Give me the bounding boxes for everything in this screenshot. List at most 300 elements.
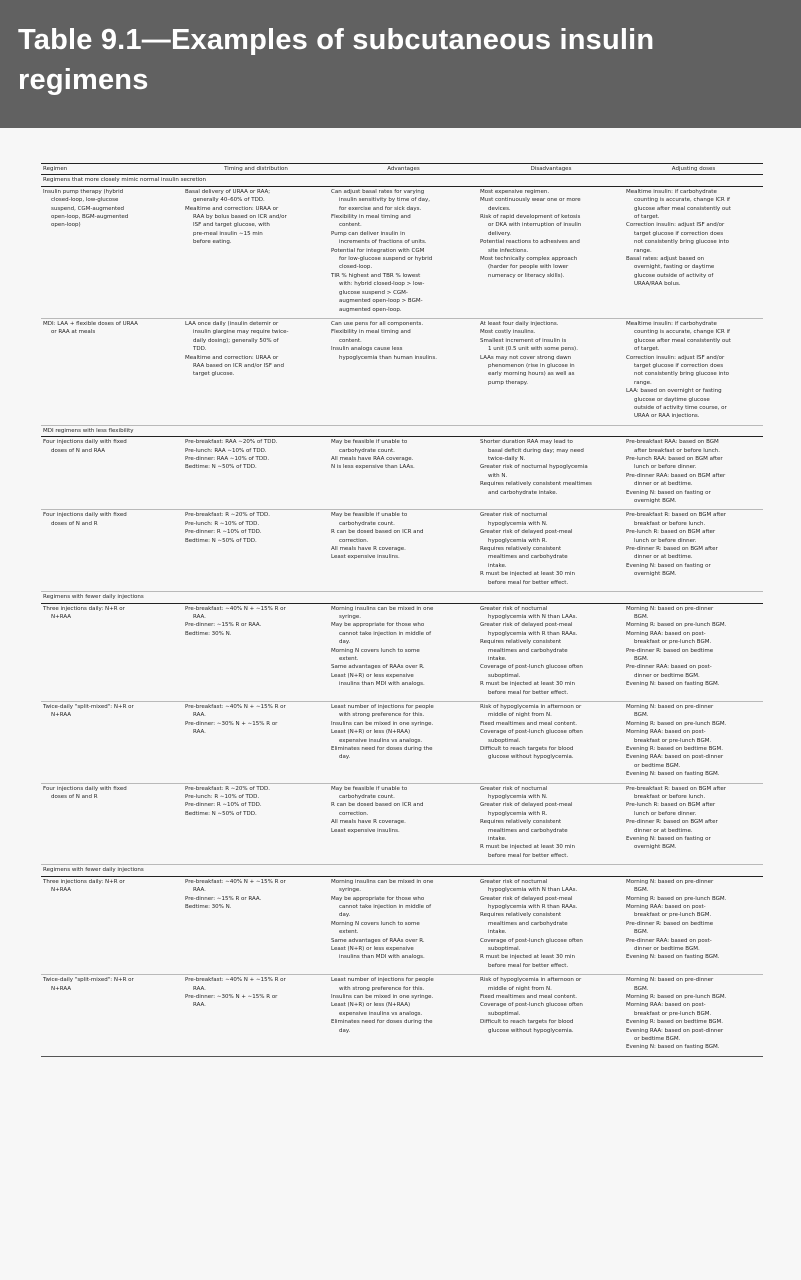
cell-line: Pre-dinner: R ∼10% of TDD. bbox=[185, 529, 262, 536]
cell-timing bbox=[183, 437, 329, 510]
cell-line: Insulins can be mixed in one syringe. bbox=[331, 720, 434, 727]
cell-line: Flexibility in meal timing and bbox=[331, 214, 411, 221]
cell-line: glucose after meal consistently out bbox=[634, 337, 731, 344]
cell-line: intake. bbox=[488, 836, 507, 843]
cell-line: generally 40–60% of TDD. bbox=[193, 197, 265, 204]
cell-line: range. bbox=[634, 379, 652, 386]
cell-line: Bedtime: N ∼50% of TDD. bbox=[185, 464, 257, 471]
cell-line: lunch or before dinner. bbox=[634, 537, 697, 544]
cell-line: breakfast or pre-lunch BGM. bbox=[634, 912, 712, 919]
cell-line: glucose suspend > CGM- bbox=[339, 289, 408, 296]
cell-line: Evening N: based on fasting BGM. bbox=[626, 681, 720, 688]
cell-line: target glucose if correction does bbox=[634, 362, 724, 369]
cell-line: dinner or bedtime BGM. bbox=[634, 672, 700, 679]
cell-line: Least number of injections for people bbox=[331, 977, 434, 984]
cell-line: lunch or before dinner. bbox=[634, 810, 697, 817]
cell-line: Least expensive insulins. bbox=[331, 827, 400, 834]
cell-line: open-loop, BGM-augmented bbox=[51, 214, 129, 221]
cell-line: Evening R: based on bedtime BGM. bbox=[626, 1019, 724, 1026]
cell-line: with strong preference for this. bbox=[339, 985, 425, 992]
cell-line: N+RAA bbox=[51, 712, 71, 719]
cell-disadvantages bbox=[478, 975, 624, 1057]
cell-line: day. bbox=[339, 1027, 351, 1034]
cell-line: Pre-dinner: RAA ∼10% of TDD. bbox=[185, 456, 270, 462]
cell-line: Pre-dinner R: based on BGM after bbox=[626, 819, 718, 826]
cell-timing bbox=[183, 186, 329, 318]
cell-line: intake. bbox=[488, 655, 507, 662]
table-row bbox=[41, 701, 763, 783]
cell-regimen bbox=[41, 701, 183, 783]
cell-disadvantages bbox=[478, 437, 624, 510]
cell-line: Evening RAA: based on post-dinner bbox=[626, 1027, 724, 1034]
cell-timing bbox=[183, 603, 329, 701]
cell-line: doses of N and R bbox=[51, 520, 98, 527]
cell-line: Risk of hypoglycemia in afternoon or bbox=[480, 703, 582, 710]
cell-line: day. bbox=[339, 912, 351, 919]
cell-line: Morning RAA: based on post- bbox=[626, 1002, 706, 1009]
cell-line: Mealtime and correction: URAA or bbox=[185, 205, 279, 212]
cell-line: Pre-breakfast: ∼40% N + ∼15% R or bbox=[185, 605, 286, 612]
cell-line: hypoglycemia with R. bbox=[488, 537, 548, 544]
cell-line: Morning N covers lunch to some bbox=[331, 647, 420, 654]
table-row bbox=[41, 975, 763, 1057]
cell-line: glucose after meal consistently out bbox=[634, 205, 731, 212]
cell-line: dinner or at bedtime. bbox=[634, 554, 693, 561]
cell-line: BGM. bbox=[634, 613, 649, 620]
cell-adjusting bbox=[624, 876, 763, 974]
cell-line: Risk of hypoglycemia in afternoon or bbox=[480, 977, 582, 984]
cell-line: Pre-dinner R: based on bedtime bbox=[626, 647, 714, 654]
cell-line: Greater risk of nocturnal hypoglycemia bbox=[480, 464, 588, 471]
cell-line: extent. bbox=[339, 655, 359, 662]
cell-line: correction. bbox=[339, 810, 369, 817]
cell-regimen bbox=[41, 318, 183, 425]
cell-advantages bbox=[329, 876, 478, 974]
cell-advantages bbox=[329, 701, 478, 783]
cell-line: Mealtime insulin: if carbohydrate bbox=[626, 188, 717, 195]
cell-line: Insulin pump therapy (hybrid bbox=[43, 188, 124, 195]
cell-regimen bbox=[41, 975, 183, 1057]
cell-line: Potential for integration with CGM bbox=[331, 247, 425, 254]
cell-line: Pre-breakfast: ∼40% N + ∼15% R or bbox=[185, 703, 286, 710]
cell-line: Greater risk of delayed post-meal bbox=[480, 895, 573, 902]
cell-line: Pre-dinner R: based on bedtime bbox=[626, 920, 714, 927]
cell-adjusting bbox=[624, 975, 763, 1057]
cell-line: overnight BGM. bbox=[634, 498, 677, 505]
cell-line: overnight, fasting or daytime bbox=[634, 264, 715, 271]
cell-disadvantages bbox=[478, 783, 624, 865]
cell-line: hypoglycemia than human insulins. bbox=[339, 354, 437, 361]
cell-line: Same advantages of RAAs over R. bbox=[331, 937, 425, 944]
cell-line: Coverage of post-lunch glucose often bbox=[480, 664, 583, 671]
cell-line: before meal for better effect. bbox=[488, 579, 569, 586]
cell-line: hypoglycemia with N. bbox=[488, 794, 548, 801]
cell-line: of target. bbox=[634, 346, 660, 353]
cell-disadvantages bbox=[478, 510, 624, 592]
cell-line: Eliminates need for doses during the bbox=[331, 746, 433, 752]
cell-line: suboptimal. bbox=[488, 737, 521, 744]
cell-line: Fixed mealtimes and meal content. bbox=[480, 720, 577, 727]
cell-line: open-loop) bbox=[51, 222, 81, 229]
section-row bbox=[41, 592, 763, 603]
cell-line: Pre-dinner: ∼15% R or RAA. bbox=[185, 622, 262, 629]
cell-line: dinner or at bedtime. bbox=[634, 827, 693, 834]
cell-line: and carbohydrate intake. bbox=[488, 489, 558, 496]
cell-line: Least (N+R) or less (N+RAA) bbox=[331, 729, 411, 736]
cell-advantages bbox=[329, 783, 478, 865]
cell-line: correction. bbox=[339, 537, 369, 544]
cell-line: Requires relatively consistent mealtimes bbox=[480, 481, 592, 488]
cell-line: Pump can deliver insulin in bbox=[331, 230, 406, 237]
cell-line: Twice-daily "split-mixed": N+R or bbox=[43, 977, 134, 984]
cell-line: or DKA with interruption of insulin bbox=[488, 222, 582, 229]
cell-line: hypoglycemia with R. bbox=[488, 810, 548, 817]
cell-advantages bbox=[329, 437, 478, 510]
cell-line: Bedtime: N ∼50% of TDD. bbox=[185, 537, 257, 544]
cell-line: or bedtime BGM. bbox=[634, 762, 681, 769]
cell-line: increments of fractions of units. bbox=[339, 239, 427, 246]
cell-line: or bedtime BGM. bbox=[634, 1036, 681, 1042]
cell-advantages bbox=[329, 510, 478, 592]
cell-line: URAA or RAA injections. bbox=[634, 413, 700, 420]
cell-line: augmented open-loop. bbox=[339, 306, 402, 313]
cell-line: Evening N: based on fasting or bbox=[626, 489, 711, 496]
cell-line: cannot take injection in middle of bbox=[339, 630, 432, 637]
cell-regimen bbox=[41, 186, 183, 318]
cell-line: R must be injected at least 30 min bbox=[480, 681, 575, 688]
cell-line: Three injections daily: N+R or bbox=[43, 605, 125, 612]
cell-line: Fixed mealtimes and meal content. bbox=[480, 993, 577, 1000]
cell-timing bbox=[183, 783, 329, 865]
cell-regimen bbox=[41, 603, 183, 701]
cell-line: (harder for people with lower bbox=[488, 264, 569, 271]
cell-line: May be feasible if unable to bbox=[331, 512, 408, 519]
cell-advantages bbox=[329, 603, 478, 701]
cell-line: hypoglycemia with N than LAAs. bbox=[488, 887, 578, 894]
cell-line: Morning R: based on pre-lunch BGM. bbox=[626, 720, 727, 727]
cell-line: Coverage of post-lunch glucose often bbox=[480, 937, 583, 944]
cell-line: Least (N+R) or less (N+RAA) bbox=[331, 1002, 411, 1009]
cell-line: All meals have R coverage. bbox=[331, 819, 406, 826]
cell-regimen bbox=[41, 783, 183, 865]
cell-line: 1 unit (0.5 unit with some pens). bbox=[488, 346, 578, 353]
table-header-row bbox=[41, 164, 763, 175]
cell-line: Requires relatively consistent bbox=[480, 819, 562, 826]
cell-line: expensive insulins vs analogs. bbox=[339, 737, 423, 744]
table-row bbox=[41, 510, 763, 592]
cell-line: with strong preference for this. bbox=[339, 712, 425, 719]
cell-line: All meals have R coverage. bbox=[331, 546, 406, 553]
cell-line: suspend, CGM-augmented bbox=[51, 205, 125, 212]
cell-line: Three injections daily: N+R or bbox=[43, 878, 125, 885]
cell-line: Most technically complex approach bbox=[480, 256, 578, 263]
cell-line: carbohydrate count. bbox=[339, 794, 395, 801]
cell-line: Pre-dinner: ∼30% N + ∼15% R or bbox=[185, 993, 278, 1000]
cell-line: URAA/RAA bolus. bbox=[634, 281, 681, 288]
cell-line: breakfast or before lunch. bbox=[634, 520, 706, 527]
cell-line: Greater risk of delayed post-meal bbox=[480, 529, 573, 536]
table-row bbox=[41, 603, 763, 701]
cell-line: Greater risk of delayed post-meal bbox=[480, 622, 573, 629]
cell-line: TDD. bbox=[193, 346, 207, 353]
cell-line: Potential reactions to adhesives and bbox=[480, 239, 580, 246]
table-row bbox=[41, 186, 763, 318]
cell-line: dinner or at bedtime. bbox=[634, 481, 693, 488]
cell-line: Can adjust basal rates for varying bbox=[331, 188, 425, 195]
cell-line: Pre-breakfast: RAA ∼20% of TDD. bbox=[185, 439, 278, 446]
cell-line: counting is accurate, change ICR if bbox=[634, 329, 730, 336]
cell-line: Morning N: based on pre-dinner bbox=[626, 605, 714, 612]
cell-line: Morning R: based on pre-lunch BGM. bbox=[626, 622, 727, 629]
cell-line: suboptimal. bbox=[488, 672, 521, 679]
cell-line: hypoglycemia with N than LAAs. bbox=[488, 613, 578, 620]
cell-line: glucose or daytime glucose bbox=[634, 396, 710, 403]
cell-line: Flexibility in meal timing and bbox=[331, 329, 411, 336]
cell-line: May be appropriate for those who bbox=[331, 622, 425, 629]
cell-line: Evening N: based on fasting BGM. bbox=[626, 954, 720, 961]
cell-line: Pre-breakfast RAA: based on BGM bbox=[626, 439, 719, 446]
cell-line: overnight BGM. bbox=[634, 844, 677, 851]
cell-line: insulin sensitivity by time of day, bbox=[339, 197, 430, 204]
cell-line: N+RAA bbox=[51, 613, 71, 620]
cell-line: Pre-breakfast R: based on BGM after bbox=[626, 785, 727, 792]
cell-line: Four injections daily with fixed bbox=[43, 439, 127, 446]
cell-line: ISF and target glucose, with bbox=[193, 222, 270, 229]
cell-line: Greater risk of nocturnal bbox=[480, 785, 548, 792]
cell-line: Morning N covers lunch to some bbox=[331, 920, 420, 927]
cell-line: R can be dosed based on ICR and bbox=[331, 802, 424, 809]
cell-line: Evening N: based on fasting BGM. bbox=[626, 771, 720, 778]
cell-line: BGM. bbox=[634, 712, 649, 719]
cell-line: BGM. bbox=[634, 985, 649, 992]
section-row bbox=[41, 865, 763, 876]
cell-adjusting bbox=[624, 603, 763, 701]
cell-line: Pre-dinner RAA: based on BGM after bbox=[626, 472, 726, 479]
cell-line: RAA based on ICR and/or ISF and bbox=[193, 362, 284, 369]
cell-line: intake. bbox=[488, 562, 507, 569]
header-adjusting-doses: Adjusting doses bbox=[624, 164, 763, 175]
cell-line: Bedtime: 30% N. bbox=[185, 903, 232, 910]
cell-adjusting bbox=[624, 783, 763, 865]
cell-line: RAA. bbox=[193, 887, 206, 894]
cell-line: RAA. bbox=[193, 985, 206, 992]
cell-adjusting bbox=[624, 437, 763, 510]
cell-line: augmented open-loop > BGM- bbox=[339, 298, 423, 305]
cell-line: Pre-dinner RAA: based on post- bbox=[626, 664, 712, 671]
cell-line: lunch or before dinner. bbox=[634, 464, 697, 471]
cell-line: Pre-dinner: ∼15% R or RAA. bbox=[185, 895, 262, 902]
cell-line: Greater risk of nocturnal bbox=[480, 512, 548, 519]
cell-line: cannot take injection in middle of bbox=[339, 903, 432, 910]
cell-line: LAA once daily (insulin detemir or bbox=[185, 320, 279, 327]
cell-disadvantages bbox=[478, 701, 624, 783]
cell-line: Pre-dinner RAA: based on post- bbox=[626, 937, 712, 944]
table-body bbox=[41, 175, 763, 1056]
cell-line: dinner or bedtime BGM. bbox=[634, 945, 700, 952]
cell-line: daily dosing); generally 50% of bbox=[193, 337, 279, 344]
cell-line: Pre-lunch: R ∼10% of TDD. bbox=[185, 520, 260, 527]
cell-line: Pre-lunch: RAA ∼10% of TDD. bbox=[185, 447, 267, 454]
header-regimen: Regimen bbox=[41, 164, 183, 175]
cell-line: RAA. bbox=[193, 729, 206, 736]
cell-line: Coverage of post-lunch glucose often bbox=[480, 1002, 583, 1009]
cell-line: Requires relatively consistent bbox=[480, 546, 562, 553]
table-row bbox=[41, 876, 763, 974]
cell-line: day. bbox=[339, 639, 351, 646]
cell-timing bbox=[183, 701, 329, 783]
cell-line: Morning N: based on pre-dinner bbox=[626, 878, 714, 885]
cell-adjusting bbox=[624, 510, 763, 592]
cell-line: Pre-breakfast: ∼40% N + ∼15% R or bbox=[185, 878, 286, 885]
cell-line: RAA. bbox=[193, 613, 206, 620]
header-timing-distribution: Timing and distribution bbox=[183, 164, 329, 175]
cell-line: Greater risk of nocturnal bbox=[480, 878, 548, 885]
cell-line: day. bbox=[339, 754, 351, 761]
section-label: Regimens that more closely mimic normal insulin secretion bbox=[41, 175, 763, 186]
cell-line: Morning N: based on pre-dinner bbox=[626, 703, 714, 710]
cell-line: Pre-dinner R: based on BGM after bbox=[626, 546, 718, 553]
cell-line: after breakfast or before lunch. bbox=[634, 447, 720, 454]
cell-line: Evening N: based on fasting or bbox=[626, 836, 711, 843]
cell-line: extent. bbox=[339, 929, 359, 936]
cell-line: doses of N and RAA bbox=[51, 447, 106, 454]
cell-line: Morning RAA: based on post- bbox=[626, 903, 706, 910]
cell-line: breakfast or pre-lunch BGM. bbox=[634, 737, 712, 744]
cell-line: Shorter duration RAA may lead to bbox=[480, 439, 573, 446]
cell-line: insulin glargine may require twice- bbox=[193, 329, 289, 336]
cell-line: overnight BGM. bbox=[634, 571, 677, 578]
cell-line: content. bbox=[339, 337, 362, 344]
cell-line: Evening RAA: based on post-dinner bbox=[626, 754, 724, 761]
cell-line: counting is accurate, change ICR if bbox=[634, 197, 730, 204]
cell-line: Pre-breakfast: R ∼20% of TDD. bbox=[185, 512, 271, 519]
cell-line: intake. bbox=[488, 929, 507, 936]
cell-line: Correction insulin: adjust ISF and/or bbox=[626, 354, 725, 361]
cell-line: mealtimes and carbohydrate bbox=[488, 920, 568, 927]
cell-line: Least (N+R) or less expensive bbox=[331, 672, 414, 679]
cell-line: insulins than MDI with analogs. bbox=[339, 954, 425, 961]
cell-line: RAA by bolus based on ICR and/or bbox=[193, 214, 287, 221]
cell-line: BGM. bbox=[634, 655, 649, 662]
cell-line: May be feasible if unable to bbox=[331, 785, 408, 792]
section-label: Regimens with fewer daily injections bbox=[41, 865, 763, 876]
cell-line: Can use pens for all components. bbox=[331, 320, 424, 327]
cell-line: N is less expensive than LAAs. bbox=[331, 464, 415, 471]
header-disadvantages: Disadvantages bbox=[478, 164, 624, 175]
cell-line: R can be dosed based on ICR and bbox=[331, 529, 424, 536]
cell-line: R must be injected at least 30 min bbox=[480, 954, 575, 961]
cell-line: Requires relatively consistent bbox=[480, 912, 562, 919]
cell-line: for low-glucose suspend or hybrid bbox=[339, 256, 433, 263]
cell-line: pump therapy. bbox=[488, 379, 528, 386]
cell-line: not consistently bring glucose into bbox=[634, 239, 730, 246]
cell-line: Pre-lunch RAA: based on BGM after bbox=[626, 456, 723, 462]
cell-line: Insulins can be mixed in one syringe. bbox=[331, 993, 434, 1000]
cell-disadvantages bbox=[478, 603, 624, 701]
cell-line: site infections. bbox=[488, 247, 529, 254]
cell-line: May be feasible if unable to bbox=[331, 439, 408, 446]
cell-line: Twice-daily "split-mixed": N+R or bbox=[43, 703, 134, 710]
cell-regimen bbox=[41, 876, 183, 974]
cell-line: LAA: based on overnight or fasting bbox=[626, 388, 722, 395]
cell-line: Most expensive regimen. bbox=[480, 188, 550, 195]
cell-line: expensive insulins vs analogs. bbox=[339, 1010, 423, 1017]
cell-line: Risk of rapid development of ketosis bbox=[480, 214, 581, 221]
section-row bbox=[41, 425, 763, 436]
cell-line: RAA. bbox=[193, 1002, 206, 1009]
cell-line: middle of night from N. bbox=[488, 712, 552, 719]
cell-line: twice-daily N. bbox=[488, 456, 526, 462]
cell-line: hypoglycemia with N. bbox=[488, 520, 548, 527]
cell-line: N+RAA bbox=[51, 985, 71, 992]
cell-line: Difficult to reach targets for blood bbox=[480, 746, 574, 752]
cell-line: Pre-dinner: ∼30% N + ∼15% R or bbox=[185, 720, 278, 727]
cell-line: before eating. bbox=[193, 239, 232, 246]
cell-line: Morning RAA: based on post- bbox=[626, 630, 706, 637]
cell-line: outside of activity time course, or bbox=[634, 404, 727, 411]
cell-line: Bedtime: N ∼50% of TDD. bbox=[185, 810, 257, 817]
cell-line: carbohydrate count. bbox=[339, 520, 395, 527]
cell-line: Basal rates: adjust based on bbox=[626, 256, 705, 263]
cell-line: MDI: LAA + flexible doses of URAA bbox=[43, 320, 138, 327]
cell-line: Morning R: based on pre-lunch BGM. bbox=[626, 993, 727, 1000]
cell-line: closed-loop. bbox=[339, 264, 373, 271]
cell-line: before meal for better effect. bbox=[488, 852, 569, 859]
cell-line: hypoglycemia with R than RAAs. bbox=[488, 630, 578, 637]
cell-line: not consistently bring glucose into bbox=[634, 371, 730, 378]
cell-line: pre-meal insulin ∼15 min bbox=[193, 230, 263, 237]
cell-disadvantages bbox=[478, 318, 624, 425]
cell-advantages bbox=[329, 318, 478, 425]
cell-line: Least number of injections for people bbox=[331, 703, 434, 710]
cell-line: At least four daily injections. bbox=[480, 320, 559, 327]
cell-line: Correction insulin: adjust ISF and/or bbox=[626, 222, 725, 229]
cell-line: Morning N: based on pre-dinner bbox=[626, 977, 714, 984]
cell-line: Same advantages of RAAs over R. bbox=[331, 664, 425, 671]
cell-line: Basal delivery of URAA or RAA; bbox=[185, 188, 271, 195]
cell-line: Pre-breakfast: R ∼20% of TDD. bbox=[185, 785, 271, 792]
cell-line: TIR % highest and TBR % lowest bbox=[331, 272, 421, 279]
cell-line: Pre-dinner: R ∼10% of TDD. bbox=[185, 802, 262, 809]
cell-line: Morning insulins can be mixed in one bbox=[331, 605, 434, 612]
cell-line: Most costly insulins. bbox=[480, 329, 536, 336]
cell-line: mealtimes and carbohydrate bbox=[488, 554, 568, 561]
cell-timing bbox=[183, 876, 329, 974]
cell-line: Insulin analogs cause less bbox=[331, 346, 403, 353]
cell-line: middle of night from N. bbox=[488, 985, 552, 992]
cell-line: syringe. bbox=[339, 613, 362, 620]
cell-line: insulins than MDI with analogs. bbox=[339, 681, 425, 688]
cell-line: May be appropriate for those who bbox=[331, 895, 425, 902]
cell-line: Requires relatively consistent bbox=[480, 639, 562, 646]
section-label: Regimens with fewer daily injections bbox=[41, 592, 763, 603]
insulin-regimens-table bbox=[41, 163, 763, 1057]
cell-line: Smallest increment of insulin is bbox=[480, 337, 567, 344]
cell-line: All meals have RAA coverage. bbox=[331, 456, 414, 462]
cell-regimen bbox=[41, 510, 183, 592]
cell-advantages bbox=[329, 975, 478, 1057]
cell-line: before meal for better effect. bbox=[488, 689, 569, 696]
cell-line: content. bbox=[339, 222, 362, 229]
table-row bbox=[41, 437, 763, 510]
cell-line: Coverage of post-lunch glucose often bbox=[480, 729, 583, 736]
cell-line: RAA. bbox=[193, 712, 206, 719]
cell-line: before meal for better effect. bbox=[488, 962, 569, 969]
cell-line: Pre-lunch: R ∼10% of TDD. bbox=[185, 794, 260, 801]
cell-timing bbox=[183, 510, 329, 592]
cell-line: BGM. bbox=[634, 887, 649, 894]
cell-line: Least (N+R) or less expensive bbox=[331, 945, 414, 952]
